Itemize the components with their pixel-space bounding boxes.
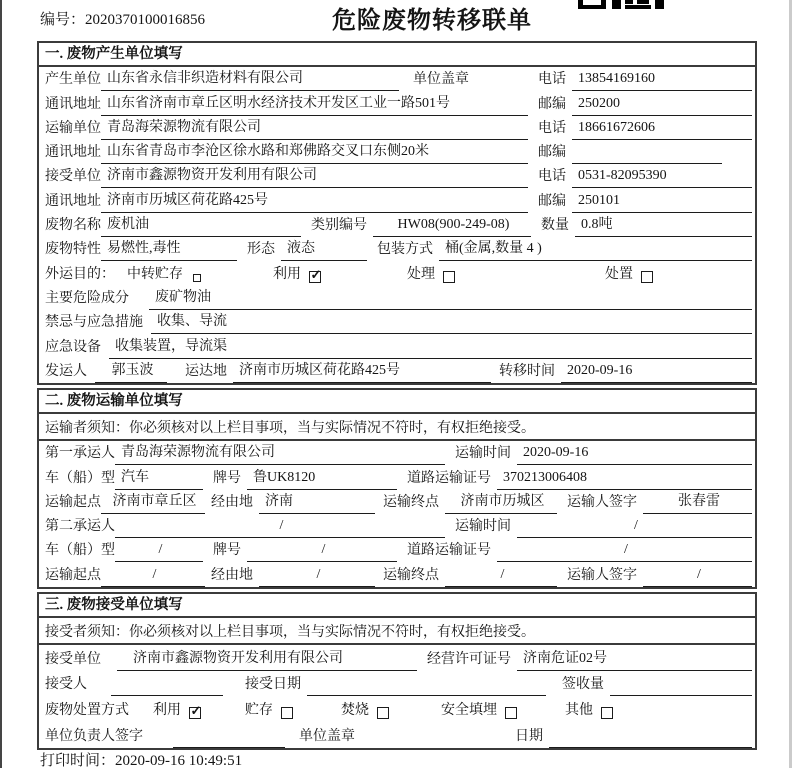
via2-value: / [259, 567, 375, 587]
plate2-value: / [247, 542, 397, 562]
equipment-label: 应急设备 [45, 339, 101, 355]
destination-value: 济南市历城区荷花路425号 [233, 359, 491, 383]
unit-seal-label: 单位盖章 [299, 728, 355, 744]
road-license2-value: / [497, 542, 752, 562]
section-producer [37, 41, 757, 385]
receiver-zip-value: 250101 [572, 193, 752, 213]
row-transporter-address [39, 140, 755, 164]
origin-label: 运输起点 [45, 494, 101, 510]
quantity-label: 数量 [541, 218, 569, 234]
transport-time-label: 运输时间 [455, 519, 511, 535]
row-hazard [39, 286, 755, 310]
page-title: 危险废物转移联单 [332, 8, 532, 34]
row-transporter [39, 116, 755, 140]
receiver-address-value: 济南市历城区荷花路425号 [101, 189, 528, 213]
disposal-use-checkbox-checked [189, 703, 202, 719]
hazard-value: 废矿物油 [149, 286, 752, 310]
manager-sign-value [173, 744, 285, 748]
packing-label: 包装方式 [377, 242, 433, 258]
transport-time-label: 运输时间 [455, 446, 511, 462]
document-number [40, 8, 205, 29]
print-time [40, 749, 242, 768]
transporter-notice [39, 414, 755, 441]
via-label: 经由地 [211, 567, 253, 583]
qr-code-fragment [578, 0, 664, 9]
zip-label: 邮编 [538, 193, 566, 209]
carrier-sign1-value: 张春雷 [643, 490, 752, 514]
address-label: 通讯地址 [45, 193, 101, 209]
row-vehicle1 [39, 465, 755, 489]
row-receiver-address [39, 188, 755, 212]
receiver-value: 济南市鑫源物资开发利用有限公司 [101, 164, 528, 188]
acceptor-value [111, 692, 223, 696]
category-label: 类别编号 [311, 218, 367, 234]
producer-address-value: 山东省济南市章丘区明水经济技术开发区工业一路501号 [101, 92, 528, 116]
permit-value: 济南危证02号 [517, 647, 752, 671]
row-waste-character [39, 237, 755, 261]
vehicle1-value: 汽车 [115, 466, 203, 490]
row-disposal [39, 696, 755, 722]
accept-unit-label: 接受单位 [45, 651, 101, 667]
carrier2-value: / [115, 518, 445, 538]
section-transporter [37, 388, 757, 589]
form-label: 形态 [247, 242, 275, 258]
manager-sign-label: 单位负责人签字 [45, 728, 143, 744]
receiver-phone-value: 0531-82095390 [572, 168, 752, 188]
vehicle-type-label: 车（船）型 [45, 470, 115, 486]
zip-group [538, 93, 752, 116]
disposal-storage-checkbox [281, 707, 293, 719]
row-producer [39, 67, 755, 91]
row-consignor [39, 359, 755, 383]
row-receiver [39, 164, 755, 188]
transporter-phone-value: 18661672606 [572, 120, 752, 140]
accept-date-label: 接受日期 [245, 677, 301, 693]
road-license-label: 道路运输证号 [407, 543, 491, 559]
accept-unit-value: 济南市鑫源物资开发利用有限公司 [117, 647, 417, 671]
phone-group [538, 68, 752, 91]
carrier1-value: 青岛海荣源物流有限公司 [115, 441, 445, 465]
accept-date-value [307, 692, 546, 696]
phone-group [538, 165, 752, 188]
terminal-label: 运输终点 [383, 567, 439, 583]
purpose-label: 外运目的： [45, 266, 115, 282]
via1-value: 济南 [259, 490, 375, 514]
waste-name-value: 废机油 [101, 213, 301, 237]
section3-title: 三. 废物接受单位填写 [39, 594, 755, 618]
purpose-treat-checkbox [443, 271, 455, 283]
unit-seal-label: 单位盖章 [413, 72, 469, 88]
address-label: 通讯地址 [45, 145, 101, 161]
page-right-edge [789, 0, 792, 768]
row-route2 [39, 562, 755, 586]
row-producer-address [39, 91, 755, 115]
section1-title: 一. 废物产生单位填写 [39, 43, 755, 67]
row-taboo [39, 310, 755, 334]
terminal2-value: / [445, 567, 557, 587]
section2-title: 二. 废物运输单位填写 [39, 390, 755, 414]
packing-value: 桶(金属,数量 4 ) [439, 237, 752, 261]
row-carrier1 [39, 441, 755, 465]
purpose-option-use: 利用 [273, 266, 301, 282]
producer-zip-value: 250200 [572, 96, 752, 116]
equipment-value: 收集装置，导流渠 [109, 335, 752, 359]
disposal-landfill-checkbox [505, 707, 517, 719]
row-carrier2 [39, 514, 755, 538]
phone-label: 电话 [538, 72, 566, 88]
zip-label: 邮编 [538, 96, 566, 112]
date-label: 日期 [515, 728, 543, 744]
plate1-value: 鲁UK8120 [247, 466, 397, 490]
check-icon: ✓ [190, 703, 202, 719]
sign-quantity-value [610, 692, 752, 696]
character-label: 废物特性 [45, 242, 101, 258]
vehicle2-value: / [115, 542, 203, 562]
vehicle-type-label: 车（船）型 [45, 543, 115, 559]
origin1-value: 济南市章丘区 [101, 490, 205, 514]
section-receiver [37, 592, 757, 750]
via-label: 经由地 [211, 494, 253, 510]
page-left-edge [0, 0, 2, 768]
document-number-label: 编号： [40, 12, 86, 28]
origin-label: 运输起点 [45, 567, 101, 583]
phone-group [538, 117, 752, 140]
row-vehicle2 [39, 538, 755, 562]
plate-label: 牌号 [213, 543, 241, 559]
row-route1 [39, 490, 755, 514]
purpose-use-checkbox-checked [309, 266, 322, 283]
check-icon: ✓ [310, 266, 322, 282]
disposal-incinerate-checkbox [377, 707, 389, 719]
disposal-option-storage: 贮存 [245, 703, 273, 719]
disposal-label: 废物处置方式 [45, 703, 129, 719]
road-license-label: 道路运输证号 [407, 470, 491, 486]
terminal-label: 运输终点 [383, 494, 439, 510]
waste-name-label: 废物名称 [45, 218, 101, 234]
character-value: 易燃性,毒性 [101, 237, 237, 261]
plate-label: 牌号 [213, 470, 241, 486]
receiver-label: 接受单位 [45, 169, 101, 185]
transport-time1-value: 2020-09-16 [517, 445, 752, 465]
row-equipment [39, 334, 755, 358]
category-value: HW08(900-249-08) [373, 217, 531, 237]
row-purpose [39, 261, 755, 285]
zip-group [538, 141, 752, 164]
document-number-value: 2020370100016856 [85, 12, 206, 28]
transfer-time-value: 2020-09-16 [561, 363, 752, 383]
carrier1-label: 第一承运人 [45, 446, 115, 462]
receiver-notice [39, 618, 755, 645]
print-time-value: 2020-09-16 10:49:51 [115, 753, 243, 768]
transport-time2-value: / [517, 518, 752, 538]
zip-label: 邮编 [538, 145, 566, 161]
purpose-option-treat: 处理 [407, 266, 435, 282]
terminal1-value: 济南市历城区 [445, 490, 557, 514]
transporter-label: 运输单位 [45, 120, 101, 136]
permit-label: 经营许可证号 [427, 651, 511, 667]
purpose-transfer-storage-checkbox [193, 274, 201, 282]
row-waste-name [39, 213, 755, 237]
print-time-label: 打印时间： [40, 753, 116, 768]
date-value [549, 744, 752, 748]
zip-group [538, 190, 752, 213]
producer-label: 产生单位 [45, 72, 101, 88]
sign-quantity-label: 签收量 [562, 677, 604, 693]
carrier-sign-label: 运输人签字 [567, 494, 637, 510]
consignor-label: 发运人 [45, 363, 87, 379]
origin2-value: / [101, 567, 205, 587]
transporter-address-value: 山东省青岛市李沧区徐水路和郑佛路交叉口东侧20米 [101, 140, 528, 164]
carrier-sign-label: 运输人签字 [567, 567, 637, 583]
row-accept-unit [39, 645, 755, 671]
carrier-sign2-value: / [643, 567, 752, 587]
transporter-zip-value [572, 160, 722, 164]
consignor-value: 郭玉波 [95, 359, 167, 383]
taboo-label: 禁忌与应急措施 [45, 315, 143, 331]
row-manager-sign [39, 722, 755, 748]
purpose-dispose-checkbox [641, 271, 653, 283]
form-value: 液态 [281, 237, 367, 261]
transfer-time-label: 转移时间 [499, 363, 555, 379]
taboo-value: 收集、导流 [151, 310, 752, 334]
disposal-other-checkbox [601, 707, 613, 719]
producer-value: 山东省永信非织造材料有限公司 [101, 67, 399, 91]
phone-label: 电话 [538, 120, 566, 136]
receiver-notice-text: 接受者须知：你必须核对以上栏目事项，当与实际情况不符时，有权拒绝接受。 [45, 624, 535, 640]
producer-phone-value: 13854169160 [572, 71, 752, 91]
disposal-option-other: 其他 [565, 703, 593, 719]
row-acceptor [39, 671, 755, 697]
disposal-option-landfill: 安全填埋 [441, 703, 497, 719]
disposal-option-incinerate: 焚烧 [341, 703, 369, 719]
acceptor-label: 接受人 [45, 677, 87, 693]
address-label: 通讯地址 [45, 96, 101, 112]
carrier2-label: 第二承运人 [45, 519, 115, 535]
destination-label: 运达地 [185, 363, 227, 379]
disposal-option-use: 利用 [153, 703, 181, 719]
purpose-option-dispose: 处置 [605, 266, 633, 282]
purpose-option-transfer-storage: 中转贮存 [127, 266, 183, 282]
phone-label: 电话 [538, 169, 566, 185]
transporter-value: 青岛海荣源物流有限公司 [101, 116, 528, 140]
road-license1-value: 370213006408 [497, 470, 752, 490]
transporter-notice-text: 运输者须知：你必须核对以上栏目事项，当与实际情况不符时，有权拒绝接受。 [45, 420, 535, 436]
hazard-label: 主要危险成分 [45, 290, 129, 306]
quantity-value: 0.8吨 [575, 213, 752, 237]
